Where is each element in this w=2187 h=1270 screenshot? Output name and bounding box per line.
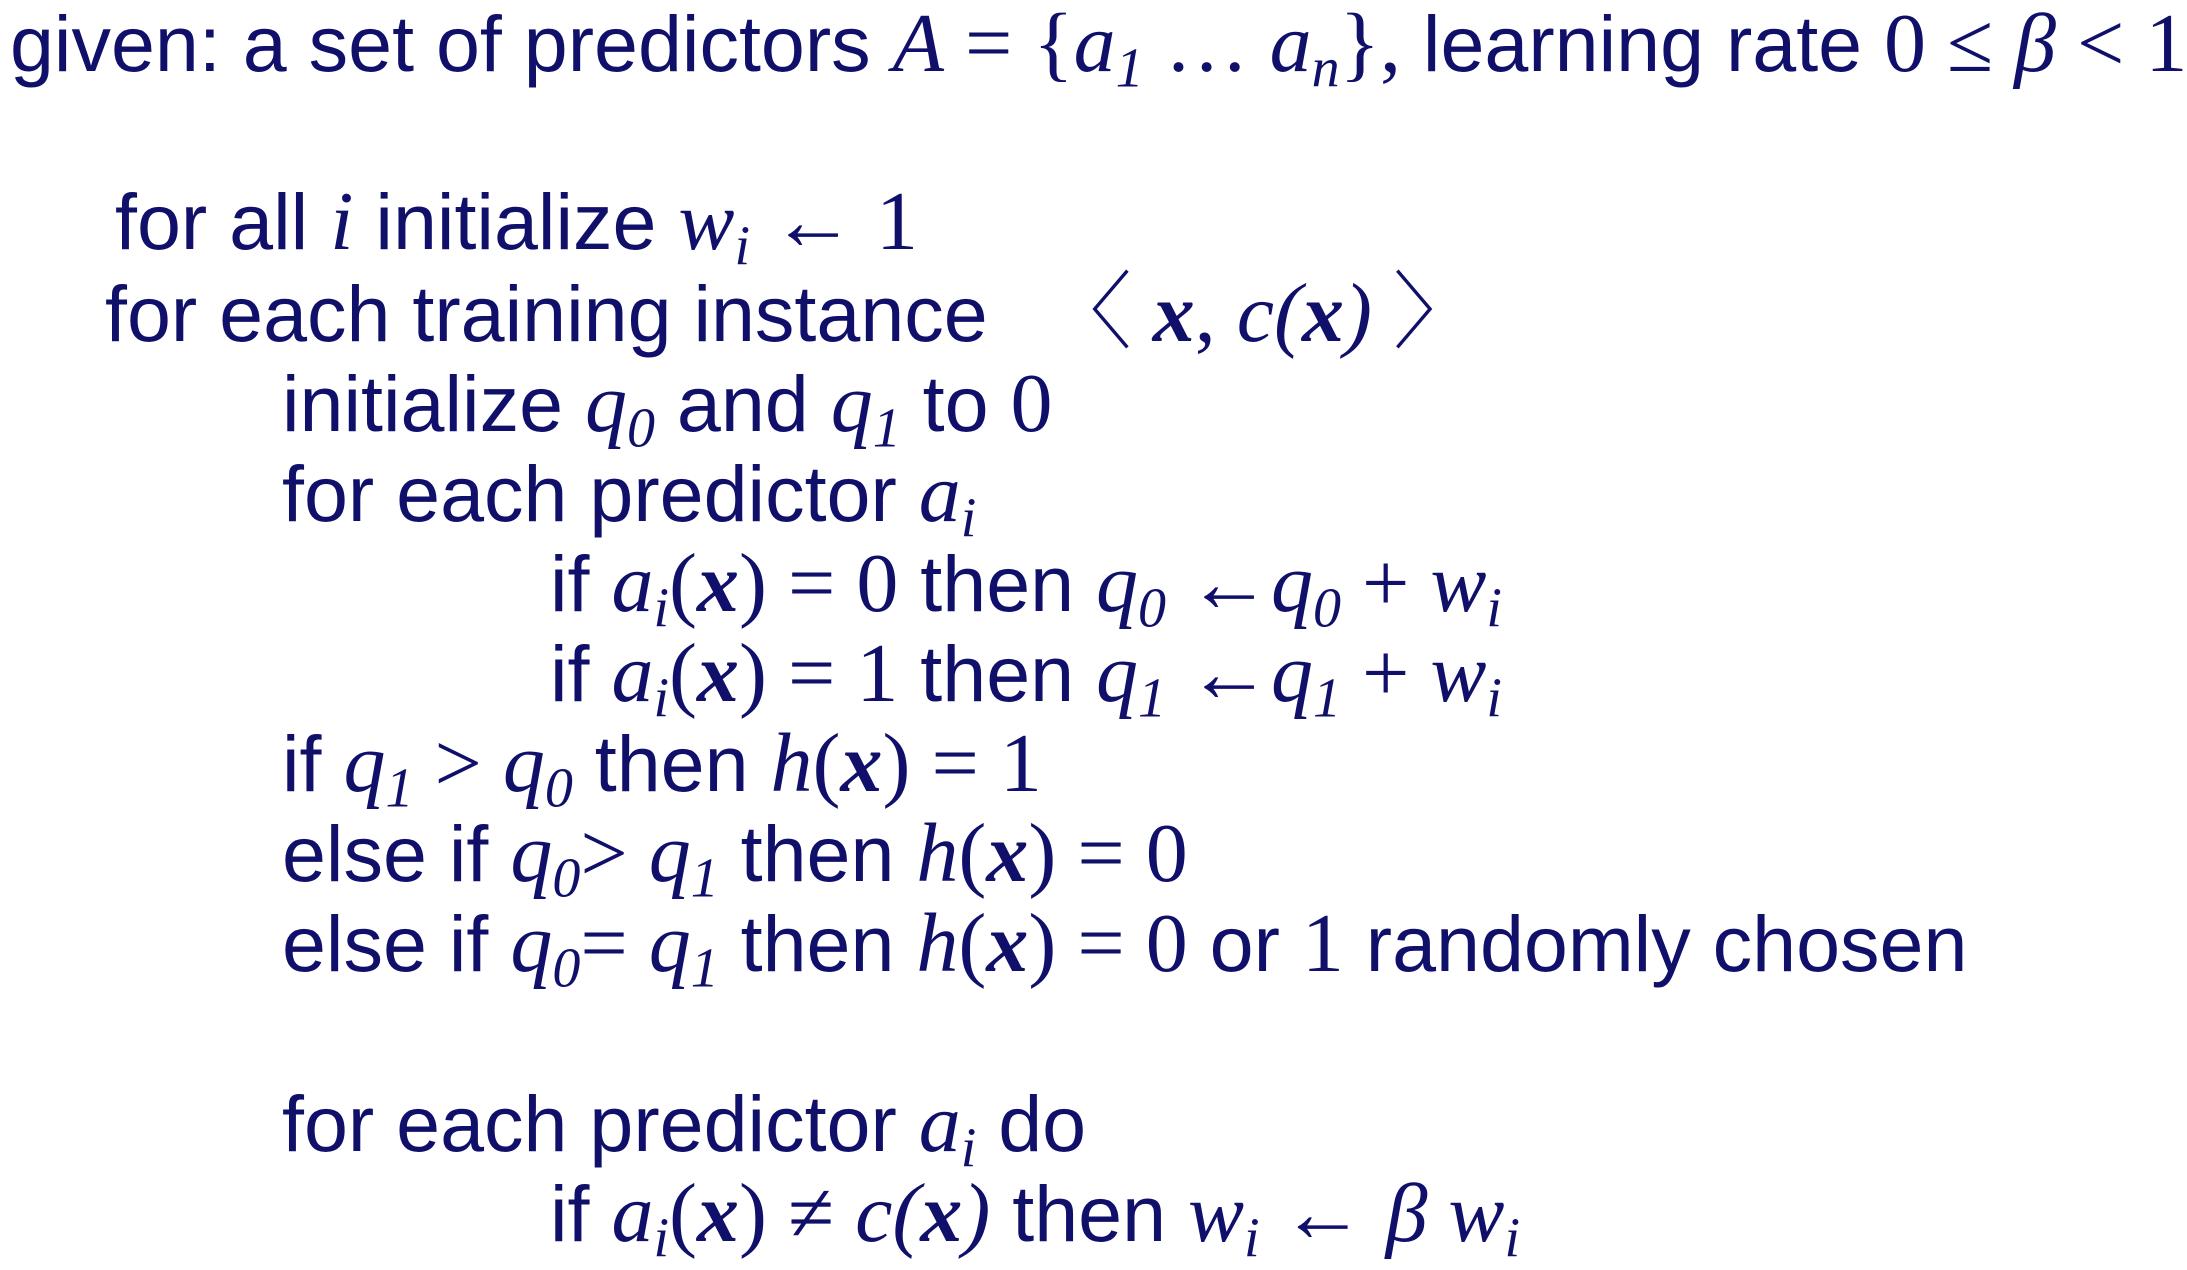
text: and — [654, 359, 831, 448]
math-var: h — [770, 717, 813, 810]
math-var: q — [1096, 537, 1139, 630]
math-beta: β — [2014, 0, 2056, 90]
math-subscript: 0 — [626, 397, 655, 460]
math-subscript: i — [1486, 577, 1502, 640]
math-text: }, — [1339, 0, 1401, 90]
math-var: q — [648, 897, 691, 990]
math-text: = — [580, 897, 649, 990]
math-subscript: n — [1311, 37, 1340, 100]
else-if-equal-line — [282, 897, 1968, 1000]
math-bold-var: x — [1152, 267, 1195, 360]
math-var: q — [830, 357, 873, 450]
text: initialize — [282, 359, 585, 448]
text: if — [282, 719, 344, 808]
text: or — [1187, 899, 1302, 988]
init-weights-line — [115, 175, 918, 278]
math-text: ) = 0 — [1028, 897, 1188, 990]
math-text: ← 1 — [750, 175, 918, 268]
math-bold-var: x — [697, 1167, 739, 1260]
math-text: , — [1194, 267, 1237, 360]
text: then — [990, 1169, 1188, 1258]
math-text: + — [1341, 537, 1431, 630]
math-var: h — [916, 807, 959, 900]
weight-update-line — [550, 1167, 1521, 1270]
math-var: q — [510, 897, 553, 990]
math-subscript: 1 — [385, 757, 414, 820]
math-bold-var: x — [920, 1167, 963, 1260]
math-text: ← — [1166, 537, 1272, 630]
init-q-line — [282, 357, 1053, 460]
text: for each predictor — [282, 449, 919, 538]
math-var: a — [611, 627, 654, 720]
given-text: given: a set of predictors — [10, 0, 893, 88]
if-q1-gt-q0-line — [282, 717, 1042, 820]
math-subscript: 0 — [1138, 577, 1167, 640]
math-subscript: 0 — [544, 757, 573, 820]
math-text: ← — [1166, 627, 1272, 720]
math-bold-var: x — [1301, 267, 1344, 360]
math-subscript: i — [1486, 667, 1502, 730]
math-bold-var: x — [697, 627, 739, 720]
math-text: 0 ≤ — [1884, 0, 2015, 90]
math-var: c( — [1236, 267, 1302, 360]
math-bold-var: x — [986, 897, 1029, 990]
math-var: h — [916, 897, 959, 990]
math-var: a — [1073, 0, 1116, 90]
math-subscript: i — [960, 1117, 977, 1180]
text: if — [550, 1169, 612, 1258]
math-text: ) ≠ — [739, 1167, 856, 1260]
math-text: ← — [1259, 1167, 1386, 1260]
math-var: q — [502, 717, 545, 810]
text: if — [550, 629, 612, 718]
text: do — [976, 1079, 1087, 1168]
math-text: ( — [669, 537, 697, 630]
math-var: a — [918, 1077, 961, 1170]
math-text: 0 — [1010, 357, 1053, 450]
training-loop-line — [105, 267, 1477, 360]
text: for each training instance — [105, 269, 988, 358]
math-subscript: i — [1504, 1207, 1521, 1270]
math-var: q — [343, 717, 386, 810]
text: else if — [282, 899, 511, 988]
math-var: q — [1096, 627, 1139, 720]
math-var: w — [1430, 627, 1487, 720]
math-subscript: 1 — [1313, 667, 1342, 730]
math-subscript: 0 — [1313, 577, 1342, 640]
math-var: ) — [1343, 267, 1372, 360]
math-var: i — [330, 175, 354, 268]
text: then — [718, 809, 917, 898]
math-subscript: 1 — [690, 847, 719, 910]
math-text: = { — [943, 0, 1074, 90]
math-text — [1427, 1167, 1448, 1260]
math-set-symbol: A — [892, 0, 944, 90]
text: then — [572, 719, 771, 808]
math-bold-var: x — [697, 537, 739, 630]
math-var: c( — [855, 1167, 921, 1260]
math-text: … — [1143, 0, 1270, 90]
math-subscript: i — [960, 487, 977, 550]
math-text: ( — [958, 897, 987, 990]
math-var: w — [678, 175, 735, 268]
math-subscript: 0 — [552, 847, 581, 910]
math-var: q — [1271, 627, 1314, 720]
math-subscript: 0 — [552, 937, 581, 1000]
text: to — [900, 359, 1011, 448]
math-subscript: 1 — [1115, 37, 1144, 100]
math-text: < 1 — [2056, 0, 2187, 90]
math-beta: β — [1385, 1167, 1428, 1260]
math-var: ) — [962, 1167, 991, 1260]
text: initialize — [353, 177, 679, 266]
if-one-line — [550, 627, 1502, 730]
given-line — [10, 0, 2187, 100]
math-text: + — [1341, 627, 1431, 720]
text: then — [718, 899, 917, 988]
text: then — [898, 539, 1097, 628]
math-subscript: i — [734, 215, 750, 278]
math-text: > — [413, 717, 503, 810]
math-text: 〈 — [1047, 267, 1153, 360]
math-subscript: i — [653, 1207, 670, 1270]
math-text: 〉 — [1371, 267, 1477, 360]
math-text: > — [580, 807, 649, 900]
math-bold-var: x — [986, 807, 1029, 900]
math-var: q — [1271, 537, 1314, 630]
math-subscript: i — [1244, 1207, 1260, 1270]
learning-rate-text: learning rate — [1400, 0, 1885, 88]
text: for each predictor — [282, 1079, 919, 1168]
update-loop-line — [282, 1077, 1087, 1180]
text: for all — [115, 177, 331, 266]
math-subscript: 1 — [1138, 667, 1167, 730]
math-var: a — [611, 537, 654, 630]
math-text: ) = 1 — [739, 627, 899, 720]
math-bold-var: x — [840, 717, 883, 810]
math-text: ( — [812, 717, 841, 810]
else-if-q0-gt-q1-line — [282, 807, 1188, 910]
math-text: ( — [669, 1167, 697, 1260]
math-text: ) = 0 — [739, 537, 899, 630]
text: else if — [282, 809, 511, 898]
text: if — [550, 539, 612, 628]
math-var: a — [918, 447, 961, 540]
math-subscript: 1 — [690, 937, 719, 1000]
if-zero-line — [550, 537, 1502, 640]
math-var: w — [1430, 537, 1487, 630]
math-var: w — [1448, 1167, 1505, 1260]
text: then — [898, 629, 1097, 718]
math-var: q — [510, 807, 553, 900]
math-var: a — [611, 1167, 654, 1260]
math-text: 1 — [1301, 897, 1344, 990]
math-var: q — [648, 807, 691, 900]
math-text: ) = 1 — [882, 717, 1042, 810]
math-subscript: i — [653, 577, 670, 640]
math-subscript: i — [653, 667, 670, 730]
math-subscript: 1 — [872, 397, 901, 460]
math-var: a — [1269, 0, 1312, 90]
math-var: q — [584, 357, 627, 450]
math-text: ( — [669, 627, 697, 720]
math-text: ) = 0 — [1028, 807, 1188, 900]
text: randomly chosen — [1343, 899, 1968, 988]
math-var: w — [1187, 1167, 1245, 1260]
predictor-loop-line — [282, 447, 977, 550]
math-text: ( — [958, 807, 987, 900]
